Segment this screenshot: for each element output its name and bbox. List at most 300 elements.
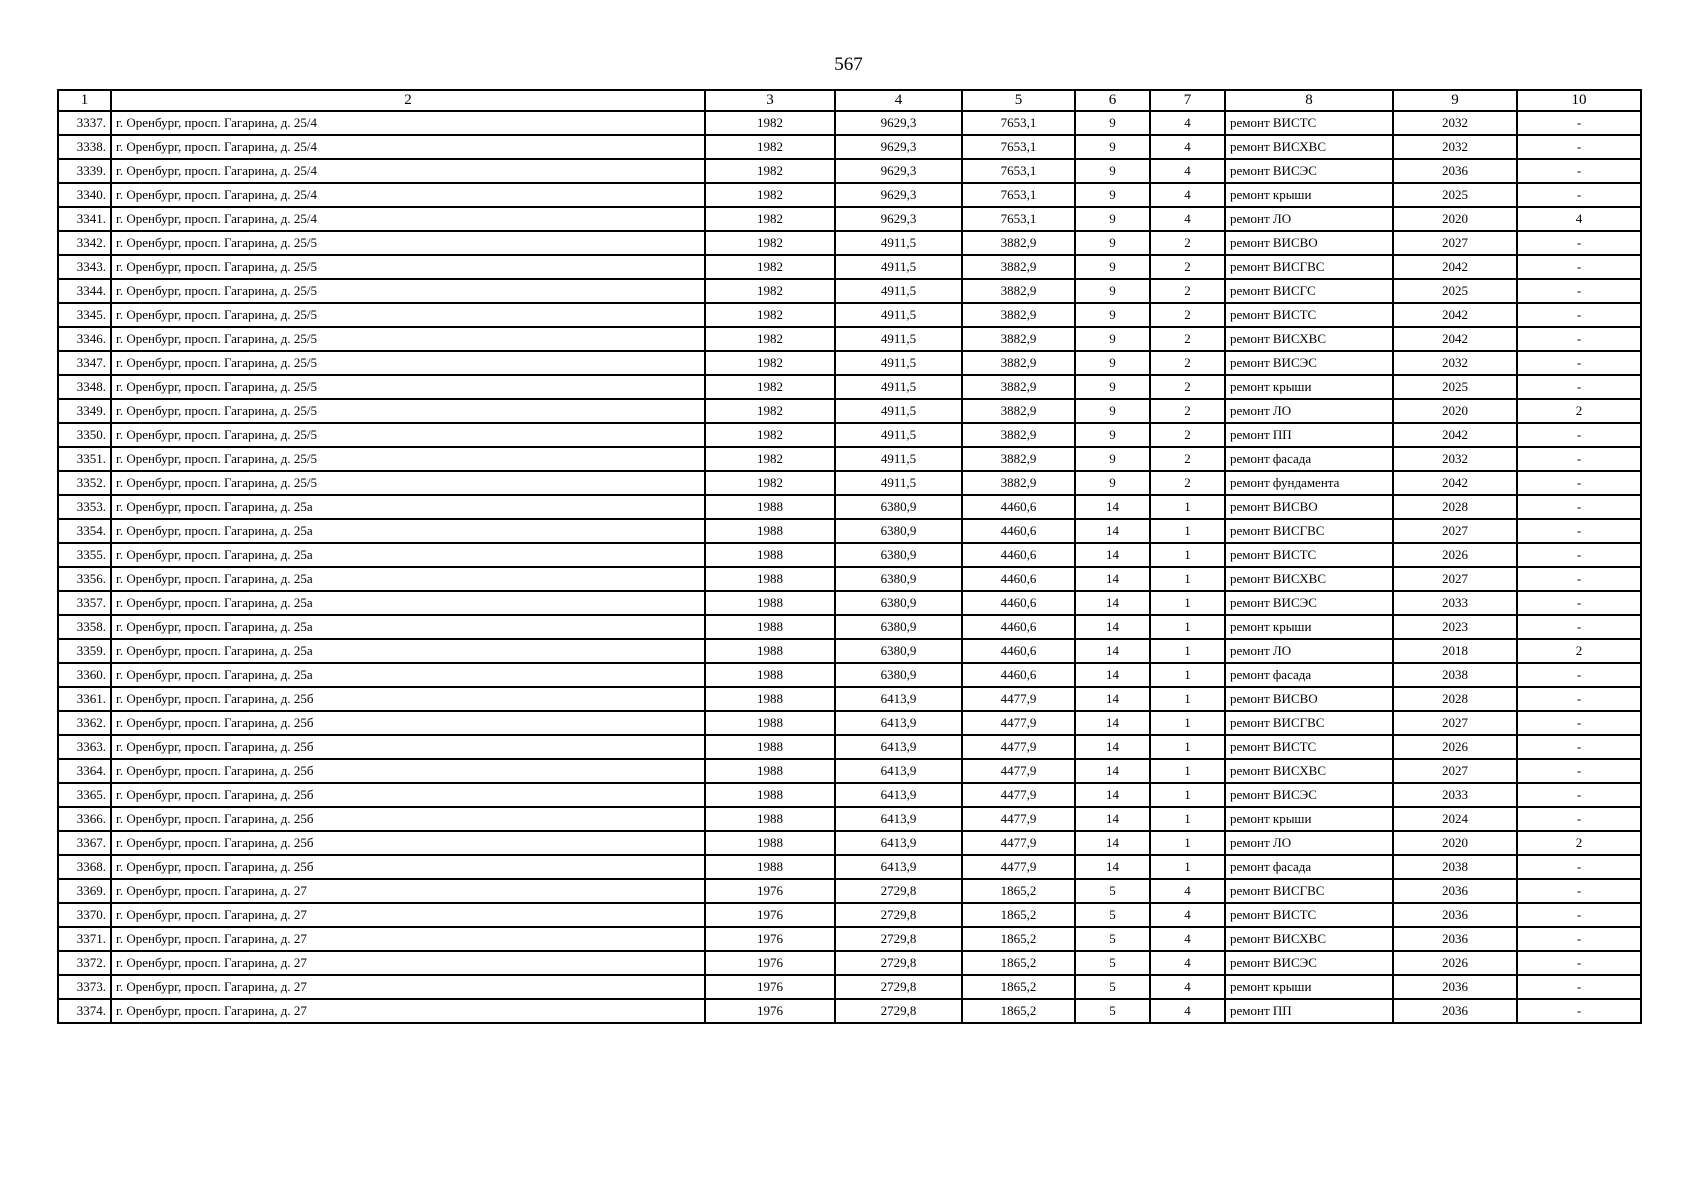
floors-cell: 9 [1075, 471, 1150, 495]
repair-year-cell: 2033 [1393, 783, 1517, 807]
repair-year-cell: 2023 [1393, 615, 1517, 639]
count-cell: - [1517, 999, 1641, 1023]
living-area-cell: 3882,9 [962, 351, 1075, 375]
floors-cell: 5 [1075, 999, 1150, 1023]
total-area-cell: 6413,9 [835, 807, 962, 831]
total-area-cell: 9629,3 [835, 159, 962, 183]
work-type-cell: ремонт ВИСЭС [1225, 591, 1393, 615]
count-cell: - [1517, 231, 1641, 255]
floors-cell: 14 [1075, 759, 1150, 783]
year-cell: 1982 [705, 159, 835, 183]
floors-cell: 14 [1075, 543, 1150, 567]
total-area-cell: 4911,5 [835, 327, 962, 351]
count-cell: - [1517, 423, 1641, 447]
work-type-cell: ремонт ВИСХВС [1225, 135, 1393, 159]
living-area-cell: 4460,6 [962, 519, 1075, 543]
row-number: 3341. [58, 207, 111, 231]
living-area-cell: 1865,2 [962, 879, 1075, 903]
work-type-cell: ремонт ВИСЭС [1225, 351, 1393, 375]
total-area-cell: 6380,9 [835, 495, 962, 519]
work-type-cell: ремонт ВИСТС [1225, 303, 1393, 327]
repair-year-cell: 2038 [1393, 855, 1517, 879]
table-row [58, 735, 1641, 759]
work-type-cell: ремонт ВИСТС [1225, 111, 1393, 135]
repair-year-cell: 2032 [1393, 447, 1517, 471]
year-cell: 1988 [705, 519, 835, 543]
row-number: 3349. [58, 399, 111, 423]
total-area-cell: 4911,5 [835, 399, 962, 423]
living-area-cell: 7653,1 [962, 207, 1075, 231]
row-number: 3370. [58, 903, 111, 927]
address-cell: г. Оренбург, просп. Гагарина, д. 27 [111, 975, 705, 999]
column-header: 1 [58, 90, 111, 111]
living-area-cell: 4477,9 [962, 759, 1075, 783]
floors-cell: 9 [1075, 303, 1150, 327]
work-type-cell: ремонт ВИСТС [1225, 735, 1393, 759]
work-type-cell: ремонт ЛО [1225, 399, 1393, 423]
living-area-cell: 7653,1 [962, 159, 1075, 183]
repair-year-cell: 2028 [1393, 687, 1517, 711]
work-type-cell: ремонт ВИСХВС [1225, 567, 1393, 591]
year-cell: 1988 [705, 639, 835, 663]
entrances-cell: 2 [1150, 447, 1225, 471]
total-area-cell: 6380,9 [835, 567, 962, 591]
column-header: 3 [705, 90, 835, 111]
count-cell: - [1517, 759, 1641, 783]
repair-year-cell: 2027 [1393, 711, 1517, 735]
count-cell: - [1517, 543, 1641, 567]
row-number: 3363. [58, 735, 111, 759]
total-area-cell: 4911,5 [835, 471, 962, 495]
year-cell: 1988 [705, 663, 835, 687]
living-area-cell: 4477,9 [962, 711, 1075, 735]
table-row [58, 303, 1641, 327]
count-cell: - [1517, 591, 1641, 615]
work-type-cell: ремонт ЛО [1225, 831, 1393, 855]
floors-cell: 14 [1075, 519, 1150, 543]
floors-cell: 9 [1075, 183, 1150, 207]
repair-schedule-table [57, 89, 1642, 1024]
living-area-cell: 4460,6 [962, 663, 1075, 687]
year-cell: 1988 [705, 759, 835, 783]
floors-cell: 14 [1075, 687, 1150, 711]
count-cell: - [1517, 975, 1641, 999]
total-area-cell: 4911,5 [835, 375, 962, 399]
entrances-cell: 4 [1150, 975, 1225, 999]
year-cell: 1988 [705, 615, 835, 639]
count-cell: - [1517, 375, 1641, 399]
table-row [58, 207, 1641, 231]
entrances-cell: 4 [1150, 951, 1225, 975]
repair-year-cell: 2020 [1393, 831, 1517, 855]
row-number: 3359. [58, 639, 111, 663]
floors-cell: 14 [1075, 567, 1150, 591]
count-cell: - [1517, 783, 1641, 807]
work-type-cell: ремонт ВИСВО [1225, 687, 1393, 711]
address-cell: г. Оренбург, просп. Гагарина, д. 25а [111, 663, 705, 687]
work-type-cell: ремонт ВИСГВС [1225, 711, 1393, 735]
work-type-cell: ремонт крыши [1225, 975, 1393, 999]
address-cell: г. Оренбург, просп. Гагарина, д. 27 [111, 999, 705, 1023]
work-type-cell: ремонт ВИСЭС [1225, 783, 1393, 807]
living-area-cell: 4460,6 [962, 639, 1075, 663]
work-type-cell: ремонт ВИСХВС [1225, 759, 1393, 783]
address-cell: г. Оренбург, просп. Гагарина, д. 25а [111, 639, 705, 663]
column-header: 9 [1393, 90, 1517, 111]
row-number: 3354. [58, 519, 111, 543]
address-cell: г. Оренбург, просп. Гагарина, д. 25/5 [111, 231, 705, 255]
address-cell: г. Оренбург, просп. Гагарина, д. 25а [111, 543, 705, 567]
entrances-cell: 1 [1150, 855, 1225, 879]
living-area-cell: 3882,9 [962, 447, 1075, 471]
repair-year-cell: 2042 [1393, 303, 1517, 327]
total-area-cell: 6380,9 [835, 519, 962, 543]
column-header: 8 [1225, 90, 1393, 111]
year-cell: 1982 [705, 447, 835, 471]
table-row [58, 279, 1641, 303]
total-area-cell: 6413,9 [835, 831, 962, 855]
floors-cell: 9 [1075, 111, 1150, 135]
entrances-cell: 2 [1150, 327, 1225, 351]
living-area-cell: 4477,9 [962, 687, 1075, 711]
work-type-cell: ремонт ВИСТС [1225, 543, 1393, 567]
entrances-cell: 4 [1150, 135, 1225, 159]
row-number: 3367. [58, 831, 111, 855]
work-type-cell: ремонт крыши [1225, 183, 1393, 207]
floors-cell: 5 [1075, 951, 1150, 975]
floors-cell: 9 [1075, 351, 1150, 375]
entrances-cell: 1 [1150, 639, 1225, 663]
row-number: 3343. [58, 255, 111, 279]
entrances-cell: 2 [1150, 279, 1225, 303]
count-cell: - [1517, 879, 1641, 903]
row-number: 3355. [58, 543, 111, 567]
work-type-cell: ремонт ВИСЭС [1225, 951, 1393, 975]
entrances-cell: 1 [1150, 807, 1225, 831]
year-cell: 1988 [705, 735, 835, 759]
table-row [58, 375, 1641, 399]
total-area-cell: 4911,5 [835, 231, 962, 255]
table-row [58, 183, 1641, 207]
year-cell: 1988 [705, 711, 835, 735]
floors-cell: 9 [1075, 447, 1150, 471]
floors-cell: 14 [1075, 855, 1150, 879]
row-number: 3351. [58, 447, 111, 471]
count-cell: - [1517, 687, 1641, 711]
row-number: 3374. [58, 999, 111, 1023]
repair-year-cell: 2036 [1393, 903, 1517, 927]
living-area-cell: 3882,9 [962, 231, 1075, 255]
work-type-cell: ремонт крыши [1225, 807, 1393, 831]
work-type-cell: ремонт ЛО [1225, 639, 1393, 663]
entrances-cell: 4 [1150, 111, 1225, 135]
address-cell: г. Оренбург, просп. Гагарина, д. 25а [111, 591, 705, 615]
table-row [58, 975, 1641, 999]
row-number: 3342. [58, 231, 111, 255]
year-cell: 1982 [705, 375, 835, 399]
table-row [58, 399, 1641, 423]
year-cell: 1982 [705, 303, 835, 327]
table-row [58, 231, 1641, 255]
living-area-cell: 7653,1 [962, 135, 1075, 159]
living-area-cell: 4460,6 [962, 567, 1075, 591]
floors-cell: 14 [1075, 807, 1150, 831]
address-cell: г. Оренбург, просп. Гагарина, д. 25/5 [111, 327, 705, 351]
year-cell: 1982 [705, 423, 835, 447]
table-row [58, 831, 1641, 855]
total-area-cell: 6413,9 [835, 735, 962, 759]
living-area-cell: 3882,9 [962, 375, 1075, 399]
floors-cell: 9 [1075, 135, 1150, 159]
floors-cell: 9 [1075, 231, 1150, 255]
column-header: 2 [111, 90, 705, 111]
entrances-cell: 1 [1150, 519, 1225, 543]
repair-year-cell: 2032 [1393, 111, 1517, 135]
repair-year-cell: 2033 [1393, 591, 1517, 615]
living-area-cell: 7653,1 [962, 111, 1075, 135]
repair-year-cell: 2027 [1393, 567, 1517, 591]
work-type-cell: ремонт фундамента [1225, 471, 1393, 495]
repair-year-cell: 2020 [1393, 399, 1517, 423]
year-cell: 1976 [705, 951, 835, 975]
table-body [58, 111, 1641, 1023]
table-row [58, 351, 1641, 375]
year-cell: 1988 [705, 687, 835, 711]
table-row [58, 519, 1641, 543]
count-cell: - [1517, 735, 1641, 759]
work-type-cell: ремонт ВИСХВС [1225, 927, 1393, 951]
entrances-cell: 2 [1150, 423, 1225, 447]
living-area-cell: 1865,2 [962, 975, 1075, 999]
row-number: 3366. [58, 807, 111, 831]
row-number: 3371. [58, 927, 111, 951]
work-type-cell: ремонт ВИСГВС [1225, 519, 1393, 543]
address-cell: г. Оренбург, просп. Гагарина, д. 25а [111, 615, 705, 639]
table-row [58, 543, 1641, 567]
repair-year-cell: 2027 [1393, 519, 1517, 543]
column-header: 5 [962, 90, 1075, 111]
work-type-cell: ремонт ВИСЭС [1225, 159, 1393, 183]
living-area-cell: 3882,9 [962, 423, 1075, 447]
year-cell: 1982 [705, 183, 835, 207]
entrances-cell: 2 [1150, 471, 1225, 495]
row-number: 3353. [58, 495, 111, 519]
year-cell: 1982 [705, 327, 835, 351]
count-cell: 2 [1517, 399, 1641, 423]
table-row [58, 495, 1641, 519]
year-cell: 1988 [705, 855, 835, 879]
floors-cell: 9 [1075, 279, 1150, 303]
count-cell: - [1517, 807, 1641, 831]
repair-year-cell: 2042 [1393, 327, 1517, 351]
row-number: 3364. [58, 759, 111, 783]
entrances-cell: 4 [1150, 999, 1225, 1023]
floors-cell: 9 [1075, 327, 1150, 351]
year-cell: 1976 [705, 879, 835, 903]
repair-year-cell: 2042 [1393, 255, 1517, 279]
repair-year-cell: 2042 [1393, 423, 1517, 447]
repair-year-cell: 2042 [1393, 471, 1517, 495]
repair-year-cell: 2027 [1393, 759, 1517, 783]
total-area-cell: 6380,9 [835, 615, 962, 639]
address-cell: г. Оренбург, просп. Гагарина, д. 25/5 [111, 423, 705, 447]
row-number: 3348. [58, 375, 111, 399]
repair-year-cell: 2032 [1393, 135, 1517, 159]
repair-year-cell: 2018 [1393, 639, 1517, 663]
year-cell: 1988 [705, 831, 835, 855]
living-area-cell: 3882,9 [962, 327, 1075, 351]
entrances-cell: 1 [1150, 735, 1225, 759]
year-cell: 1976 [705, 999, 835, 1023]
living-area-cell: 4477,9 [962, 855, 1075, 879]
count-cell: - [1517, 183, 1641, 207]
work-type-cell: ремонт фасада [1225, 663, 1393, 687]
column-header: 6 [1075, 90, 1150, 111]
repair-year-cell: 2036 [1393, 975, 1517, 999]
row-number: 3372. [58, 951, 111, 975]
address-cell: г. Оренбург, просп. Гагарина, д. 25б [111, 687, 705, 711]
floors-cell: 14 [1075, 711, 1150, 735]
living-area-cell: 1865,2 [962, 903, 1075, 927]
repair-year-cell: 2026 [1393, 735, 1517, 759]
total-area-cell: 6413,9 [835, 687, 962, 711]
floors-cell: 14 [1075, 639, 1150, 663]
entrances-cell: 1 [1150, 591, 1225, 615]
address-cell: г. Оренбург, просп. Гагарина, д. 25/4 [111, 111, 705, 135]
entrances-cell: 4 [1150, 159, 1225, 183]
table-row [58, 423, 1641, 447]
repair-year-cell: 2026 [1393, 543, 1517, 567]
count-cell: - [1517, 615, 1641, 639]
row-number: 3368. [58, 855, 111, 879]
row-number: 3369. [58, 879, 111, 903]
total-area-cell: 2729,8 [835, 927, 962, 951]
table-row [58, 255, 1641, 279]
entrances-cell: 1 [1150, 663, 1225, 687]
table-row [58, 663, 1641, 687]
row-number: 3350. [58, 423, 111, 447]
year-cell: 1976 [705, 975, 835, 999]
address-cell: г. Оренбург, просп. Гагарина, д. 27 [111, 951, 705, 975]
entrances-cell: 4 [1150, 879, 1225, 903]
entrances-cell: 1 [1150, 543, 1225, 567]
count-cell: - [1517, 903, 1641, 927]
living-area-cell: 1865,2 [962, 951, 1075, 975]
total-area-cell: 2729,8 [835, 975, 962, 999]
total-area-cell: 4911,5 [835, 351, 962, 375]
entrances-cell: 2 [1150, 375, 1225, 399]
work-type-cell: ремонт фасада [1225, 447, 1393, 471]
address-cell: г. Оренбург, просп. Гагарина, д. 25/5 [111, 303, 705, 327]
entrances-cell: 1 [1150, 567, 1225, 591]
entrances-cell: 2 [1150, 399, 1225, 423]
total-area-cell: 6413,9 [835, 711, 962, 735]
work-type-cell: ремонт ВИСТС [1225, 903, 1393, 927]
living-area-cell: 4460,6 [962, 495, 1075, 519]
year-cell: 1988 [705, 783, 835, 807]
work-type-cell: ремонт ЛО [1225, 207, 1393, 231]
column-header: 4 [835, 90, 962, 111]
repair-year-cell: 2020 [1393, 207, 1517, 231]
entrances-cell: 1 [1150, 783, 1225, 807]
column-header: 7 [1150, 90, 1225, 111]
page-number: 567 [834, 54, 863, 75]
year-cell: 1976 [705, 927, 835, 951]
entrances-cell: 1 [1150, 615, 1225, 639]
floors-cell: 9 [1075, 207, 1150, 231]
total-area-cell: 4911,5 [835, 447, 962, 471]
total-area-cell: 6413,9 [835, 855, 962, 879]
row-number: 3361. [58, 687, 111, 711]
count-cell: - [1517, 279, 1641, 303]
count-cell: - [1517, 303, 1641, 327]
count-cell: - [1517, 567, 1641, 591]
count-cell: - [1517, 711, 1641, 735]
year-cell: 1988 [705, 591, 835, 615]
entrances-cell: 2 [1150, 303, 1225, 327]
year-cell: 1982 [705, 111, 835, 135]
work-type-cell: ремонт ПП [1225, 999, 1393, 1023]
living-area-cell: 4477,9 [962, 735, 1075, 759]
total-area-cell: 2729,8 [835, 879, 962, 903]
address-cell: г. Оренбург, просп. Гагарина, д. 25б [111, 855, 705, 879]
year-cell: 1982 [705, 471, 835, 495]
living-area-cell: 1865,2 [962, 927, 1075, 951]
address-cell: г. Оренбург, просп. Гагарина, д. 25/5 [111, 471, 705, 495]
table-row [58, 327, 1641, 351]
table-row [58, 159, 1641, 183]
address-cell: г. Оренбург, просп. Гагарина, д. 25/4 [111, 159, 705, 183]
address-cell: г. Оренбург, просп. Гагарина, д. 25б [111, 783, 705, 807]
total-area-cell: 2729,8 [835, 903, 962, 927]
work-type-cell: ремонт ВИСВО [1225, 231, 1393, 255]
table-row [58, 759, 1641, 783]
repair-year-cell: 2027 [1393, 231, 1517, 255]
row-number: 3365. [58, 783, 111, 807]
year-cell: 1988 [705, 543, 835, 567]
entrances-cell: 1 [1150, 759, 1225, 783]
floors-cell: 9 [1075, 159, 1150, 183]
living-area-cell: 3882,9 [962, 255, 1075, 279]
total-area-cell: 6380,9 [835, 639, 962, 663]
entrances-cell: 4 [1150, 207, 1225, 231]
floors-cell: 14 [1075, 831, 1150, 855]
address-cell: г. Оренбург, просп. Гагарина, д. 25/4 [111, 207, 705, 231]
repair-year-cell: 2036 [1393, 879, 1517, 903]
year-cell: 1988 [705, 567, 835, 591]
year-cell: 1982 [705, 255, 835, 279]
address-cell: г. Оренбург, просп. Гагарина, д. 25/5 [111, 351, 705, 375]
repair-year-cell: 2036 [1393, 999, 1517, 1023]
count-cell: 2 [1517, 639, 1641, 663]
address-cell: г. Оренбург, просп. Гагарина, д. 25/5 [111, 375, 705, 399]
living-area-cell: 4460,6 [962, 543, 1075, 567]
work-type-cell: ремонт фасада [1225, 855, 1393, 879]
table-row [58, 639, 1641, 663]
total-area-cell: 6413,9 [835, 783, 962, 807]
total-area-cell: 4911,5 [835, 423, 962, 447]
repair-year-cell: 2028 [1393, 495, 1517, 519]
table-row [58, 999, 1641, 1023]
count-cell: - [1517, 495, 1641, 519]
work-type-cell: ремонт крыши [1225, 375, 1393, 399]
repair-year-cell: 2036 [1393, 927, 1517, 951]
total-area-cell: 2729,8 [835, 999, 962, 1023]
table-row [58, 855, 1641, 879]
row-number: 3346. [58, 327, 111, 351]
row-number: 3337. [58, 111, 111, 135]
living-area-cell: 4460,6 [962, 615, 1075, 639]
